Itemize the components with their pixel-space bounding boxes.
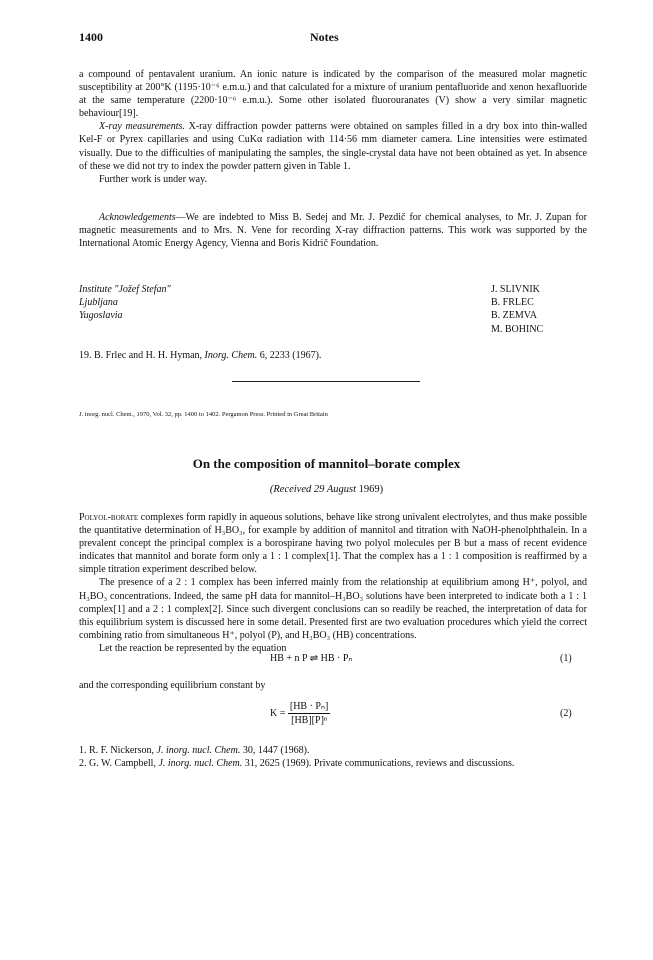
- equation-2: [270, 700, 330, 727]
- received-date: [0, 484, 653, 495]
- fn-tail: 31, 2625 (1969). Private communications, reviews and discussions.: [242, 758, 515, 770]
- acknowledgements: [79, 211, 587, 250]
- article-body: [79, 511, 587, 655]
- section-divider: [232, 381, 420, 382]
- fn-text: 1. R. F. Nickerson,: [79, 745, 157, 756]
- fn-text: 2. G. W. Campbell,: [79, 758, 159, 770]
- equation-1-number: (1): [560, 653, 572, 664]
- author-name: M. BOHINC: [491, 323, 544, 335]
- running-title: Notes: [310, 30, 339, 44]
- paragraph-2: The presence of a 2 : 1 complex has been inferred mainly from the relationship at equilibrium among H⁺, polyol, and H₃BO₃ concentrations. Indeed, the same pH data for mannitol–H₃BO₃ solutions have been interpreted to indicate both a 1 : 1 complex[1] and a 2 : 1 complex[2]. Since such divergent conclusions can so readily be reached, the interpretation of data for this equilibrium system is discussed here in some detail. Presented first are two evaluation procedures which yield the correct combining ratio from simultaneous H⁺, polyol (P), and H₃BO₃ (HB) concentrations.: [79, 577, 587, 641]
- eq2-denominator: [HB][P]ⁿ: [291, 715, 328, 726]
- affiliation-line: Institute "Jožef Stefan": [79, 284, 171, 295]
- paragraph-continued: a compound of pentavalent uranium. An ionic nature is indicated by the comparison of the measured molar magnetic susceptibility at 200°K (1195·10⁻⁶ e.m.u.) and that calculated for a mixture of uranium pentafluoride and xenon hexafluoride at the same temperature (2200·10⁻⁶ e.m.u.). Some other isolated fluorouranates (V) show a very similar magnetic behaviour[19].: [79, 69, 587, 120]
- affiliation: [79, 283, 171, 323]
- equation-2-number: (2): [560, 708, 572, 719]
- ref-journal: Inorg. Chem.: [204, 350, 258, 361]
- received-day: 29 August: [313, 484, 356, 495]
- received-prefix: (Received: [269, 484, 314, 495]
- affiliation-line: Ljubljana: [79, 297, 118, 309]
- continued-text: [79, 68, 587, 186]
- received-year: 1969): [356, 484, 384, 495]
- footnote-2: [79, 757, 587, 770]
- eq2-numerator: [HB · Pₙ]: [289, 701, 329, 712]
- reference-19: [79, 349, 587, 362]
- author-name: B. FRLEC: [491, 297, 534, 309]
- fn-journal: J. inorg. nucl. Chem.: [158, 758, 243, 770]
- article-title: On the composition of mannitol–borate complex: [192, 456, 461, 471]
- ack-text: —We are indebted to Miss B. Sedej and Mr. J. Pezdič for chemical analyses, to Mr. J. Zupan for magnetic measurements and to Mrs. N. Vene for recording X-ray diffraction patterns. This work was supported by the International Atomic Energy Agency, Vienna and Boris Kidrič Foundation.: [79, 212, 587, 250]
- ack-heading: Acknowledgements: [99, 212, 176, 223]
- ref-tail: 6, 2233 (1967).: [257, 350, 322, 361]
- paragraph-3: Let the reaction be represented by the equation: [99, 642, 287, 654]
- ref-text: 19. B. Frlec and H. H. Hyman,: [79, 350, 205, 361]
- fn-journal: J. inorg. nucl. Chem.: [156, 745, 241, 756]
- footnote-1: [79, 744, 587, 757]
- fn-tail: 30, 1447 (1968).: [240, 745, 310, 756]
- journal-citation: J. inorg. nucl. Chem., 1970, Vol. 32, pp. 1400 to 1402. Pergamon Press. Printed in Great Britain: [79, 411, 328, 418]
- paragraph-4: and the corresponding equilibrium constant by: [79, 680, 266, 691]
- author-list: [491, 283, 543, 336]
- author-name: J. SLIVNIK: [491, 284, 540, 295]
- xray-heading: X-ray measurements.: [99, 121, 185, 133]
- xray-text: X-ray diffraction powder patterns were obtained on samples filled in a dry box into thin-walled Kel-F or Pyrex capillaries and using CuKα radiation with 114·56 mm diameter camera. Line intensities were estimated visually. Due to the difficulties of manipulating the samples, the single-crystal data have not been obtained as yet. In absence of these we did not try to index the powder pattern given in Table 1.: [79, 121, 587, 172]
- intro-smallcaps: Polyol-borate: [79, 512, 139, 523]
- footnotes: [79, 744, 587, 770]
- page-number: 1400: [79, 30, 103, 44]
- xray-paragraph: [79, 120, 587, 172]
- paragraph-1: complexes form rapidly in aqueous solutions, behave like strong univalent electrolytes, and thus make possible the quantitative determination of H₃BO₃, for example by addition of mannitol and titration with NaOH-phenolphthalein. In a prevalent concept the principal complex is a borospirane having two polyol molecules per B but a mass of recent evidence indicates that mannitol and borate form only a 1 : 1 complex[1]. That the complex has a 1 : 1 composition is reaffirmed by a simple titration experiment described below.: [79, 512, 587, 576]
- equation-1: HB + n P ⇌ HB · Pₙ: [270, 653, 353, 664]
- further-work: Further work is under way.: [99, 173, 207, 185]
- eq2-lhs: K =: [270, 707, 286, 719]
- author-name: B. ZEMVA: [491, 310, 537, 322]
- eq2-fraction: [288, 700, 330, 727]
- affiliation-line: Yugoslavia: [79, 310, 123, 322]
